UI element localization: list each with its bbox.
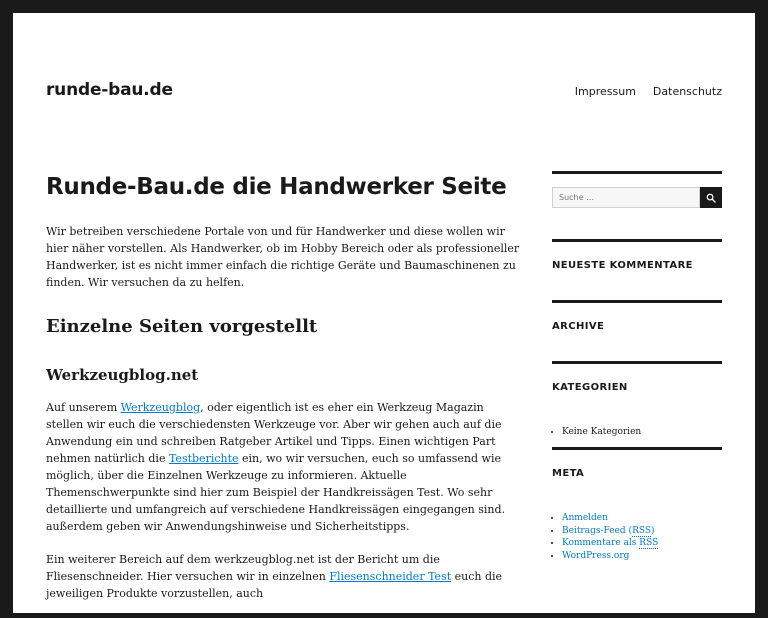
list-item (562, 525, 722, 538)
recent-comments-title: NEUESTE KOMMENTARE (552, 260, 693, 271)
link-text: Kommentare als (562, 538, 640, 548)
sidebar (552, 171, 722, 562)
meta-comments-link[interactable] (562, 538, 658, 549)
rss-abbr: RSS (632, 525, 652, 536)
link-text: Beitrags-Feed ( (562, 525, 633, 536)
fliesenschneider-paragraph (46, 551, 524, 602)
recent-comments-widget (552, 239, 722, 300)
search-button[interactable] (700, 187, 722, 208)
meta-login-link[interactable]: Anmelden (562, 513, 608, 523)
menu-item-impressum[interactable]: Impressum (574, 85, 636, 98)
menu-item-datenschutz[interactable]: Datenschutz (652, 85, 722, 98)
paragraph-text: euch die jeweiligen Produkte vorzustellen, auch (46, 570, 503, 600)
link-fliesenschneider-test[interactable]: Fliesenschneider Test (329, 570, 452, 583)
list-item (562, 537, 722, 550)
link-werkzeugblog[interactable]: Werkzeugblog (120, 401, 201, 414)
meta-wordpress-link[interactable]: WordPress.org (562, 550, 630, 561)
meta-feed-link[interactable] (562, 526, 655, 537)
search-icon (706, 193, 716, 203)
page-title: Runde-Bau.de die Handwerker Seite (46, 174, 507, 200)
rss-abbr: RSS (639, 538, 659, 548)
main-content (46, 171, 524, 618)
link-testberichte[interactable]: Testberichte (168, 452, 239, 465)
search-form (552, 187, 722, 208)
meta-title: META (552, 468, 585, 479)
intro-paragraph: Wir betreiben verschiedene Portale von und für Handwerker und diese wollen wir hier näher vorstellen. Als Handwerker, ob im Hobby Bereich oder als professioneller Handwerker, ist es nicht immer einfach die richtige Geräte und Baumaschinenen zu finden. Wir versuchen da zu helfen. (46, 225, 520, 289)
list-item (562, 550, 722, 563)
paragraph-text: , oder eigentlich ist es eher ein Werkzeug Magazin stellen wir euch die verschiedensten Werkzeuge vor. Aber wir gehen auch auf die Anwendung ein und schreiben Ratgeber Artikel und Tipps. Einen wichtigen Part nehmen natürlich die (46, 401, 502, 465)
categories-list (562, 426, 722, 439)
meta-widget (552, 447, 722, 562)
categories-title: KATEGORIEN (552, 382, 628, 393)
meta-list (562, 512, 722, 562)
search-input[interactable] (552, 187, 700, 208)
paragraph-text: ein, wo wir versuchen, euch so umfassend wie möglich, über die Einzelnen Werkzeuge zu informieren. Aktuelle Themenschwerpunkte sind hier zum Beispiel der Handkreissägen Test. Wo sehr detaillierte und umfangreich auf verschiedene Handkreissägen eingegangen sind. außerdem geben wir Anwendungshinweise und Sicherheitstipps. (46, 452, 506, 533)
paragraph-text: Auf unserem (46, 401, 121, 414)
link-text: ) (651, 525, 655, 536)
list-item: • Keine Kategorien (562, 426, 722, 439)
categories-widget (552, 361, 722, 447)
sub-heading-werkzeugblog: Werkzeugblog.net (46, 366, 199, 384)
site-title-link[interactable]: runde-bau.de (46, 80, 173, 100)
archive-widget (552, 300, 722, 361)
section-heading: Einzelne Seiten vorgestellt (46, 316, 318, 337)
main-menu (575, 85, 722, 98)
page-frame (13, 13, 755, 613)
search-widget (552, 171, 722, 239)
archive-title: ARCHIVE (552, 321, 605, 332)
paragraph-text: Ein weiterer Bereich auf dem werkzeugblog.net ist der Bericht um die Fliesenschneider. Hier versuchen wir in einzelnen (46, 553, 440, 583)
list-item (562, 512, 722, 525)
werkzeugblog-paragraph (46, 399, 524, 535)
